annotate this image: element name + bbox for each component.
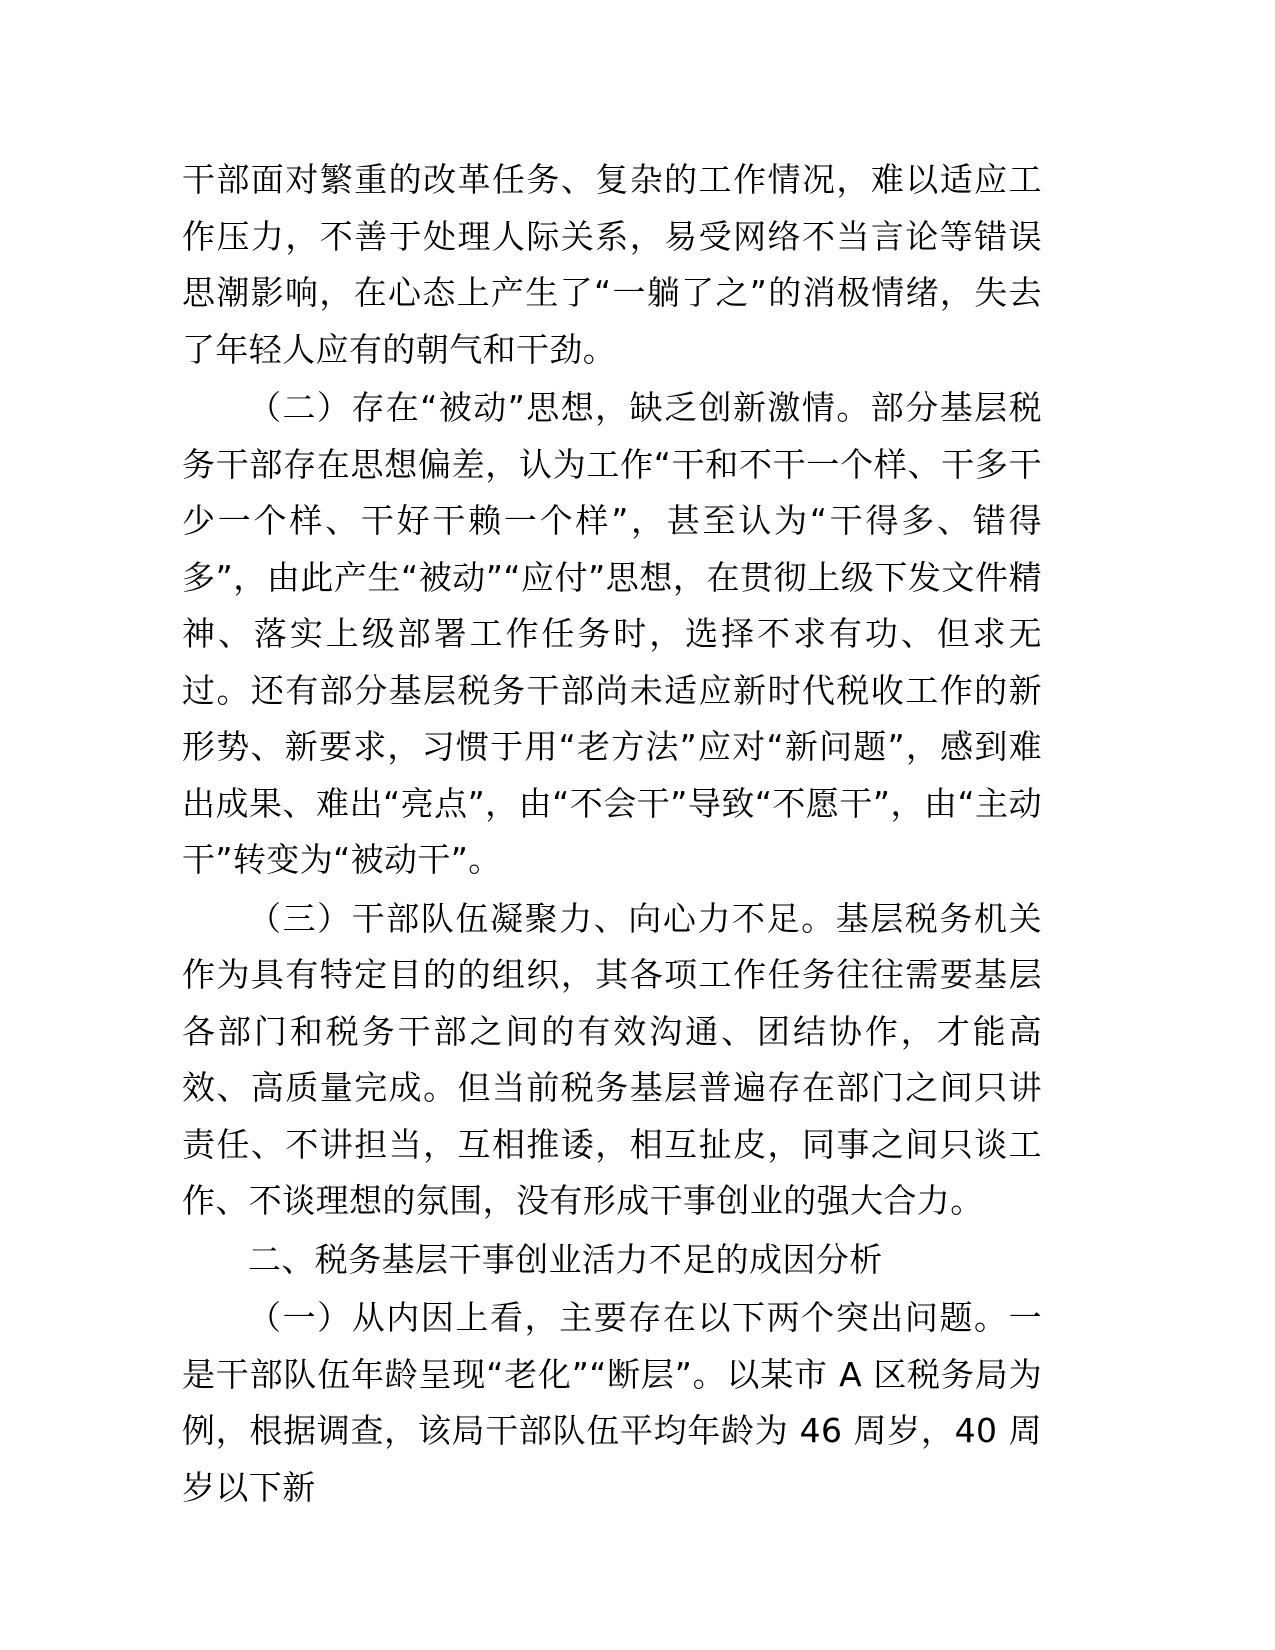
paragraph-internal-causes: （一）从内因上看，主要存在以下两个突出问题。一是干部队伍年龄呈现“老化”“断层”。以某市 A 区税务局为例，根据调查，该局干部队伍平均年龄为 46 周岁，40 周岁以下新: [182, 1298, 1042, 1507]
section-heading-cause-analysis: 二、税务基层干事创业活力不足的成因分析: [248, 1239, 883, 1279]
paragraph-continuation: 干部面对繁重的改革任务、复杂的工作情况，难以适应工作压力，不善于处理人际关系，易受网络不当言论等错误思潮影响，在心态上产生了“一躺了之”的消极情绪，失去了年轻人应有的朝气和干劲。: [182, 160, 1042, 369]
document-body: [182, 152, 1042, 1518]
paragraph-team-cohesion: （三）干部队伍凝聚力、向心力不足。基层税务机关作为具有特定目的的组织，其各项工作任务往往需要基层各部门和税务干部之间的有效沟通、团结协作，才能高效、高质量完成。但当前税务基层普遍存在部门之间只讲责任、不讲担当，互相推诿，相互扯皮，同事之间只谈工作、不谈理想的氛围，没有形成干事创业的强大合力。: [182, 898, 1042, 1220]
paragraph-passive-mindset: （二）存在“被动”思想，缺乏创新激情。部分基层税务干部存在思想偏差，认为工作“干和不干一个样、干多干少一个样、干好干赖一个样”，甚至认为“干得多、错得多”，由此产生“被动”“应付”思想，在贯彻上级下发文件精神、落实上级部署工作任务时，选择不求有功、但求无过。还有部分基层税务干部尚未适应新时代税收工作的新形势、新要求，习惯于用“老方法”应对“新问题”，感到难出成果、难出“亮点”，由“不会干”导致“不愿干”，由“主动干”转变为“被动干”。: [182, 388, 1042, 879]
